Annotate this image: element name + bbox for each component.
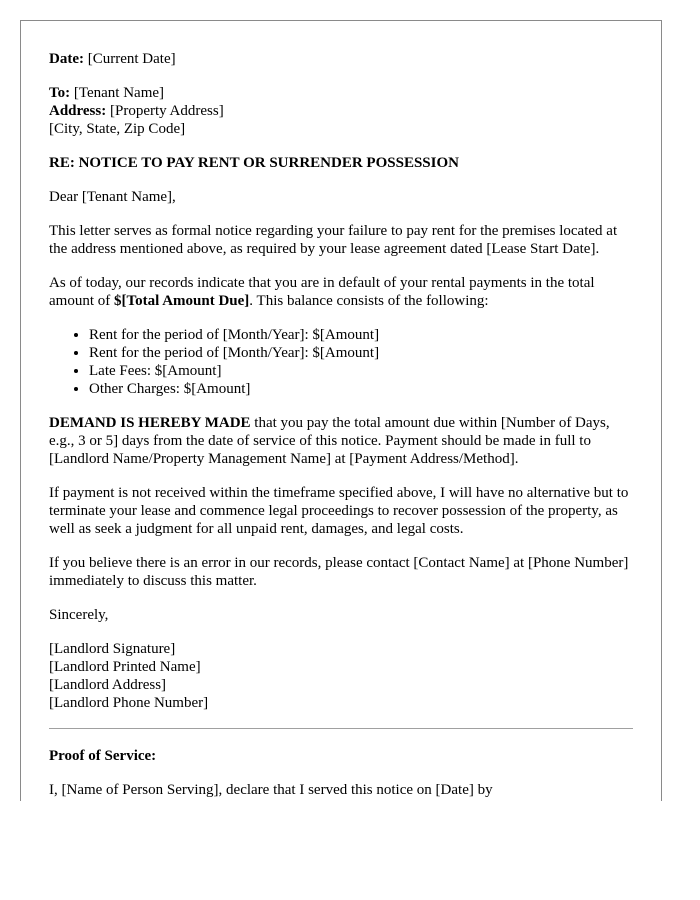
default-text-before: As of today, our records indicate that you are in default of your rental payments in the total amount of xyxy=(49,275,595,309)
charge-item-rent-2: • Rent for the period of [Month/Year]: $[Amount] xyxy=(89,344,633,362)
recipient-block xyxy=(49,84,633,138)
landlord-signature: [Landlord Signature] xyxy=(49,641,176,657)
charges-list xyxy=(49,326,633,398)
default-text-after: . This balance consists of the following: xyxy=(249,293,489,309)
contact-paragraph: If you believe there is an error in our records, please contact [Contact Name] at [Phone Number] immediately to discuss this matter. xyxy=(49,555,629,589)
section-divider xyxy=(49,728,633,729)
letter-content xyxy=(21,21,661,799)
closing: Sincerely, xyxy=(49,607,109,623)
subject-line xyxy=(49,154,633,172)
proof-heading-text: Proof of Service: xyxy=(49,748,157,764)
date-line xyxy=(49,50,633,68)
proof-of-service-text: I, [Name of Person Serving], declare that I served this notice on [Date] by xyxy=(49,782,493,798)
salutation: Dear [Tenant Name], xyxy=(49,189,176,205)
proof-of-service-heading xyxy=(49,747,633,765)
charge-item-late-fees: • Late Fees: $[Amount] xyxy=(89,362,633,380)
address-label: Address: xyxy=(49,103,107,119)
charge-item-other: • Other Charges: $[Amount] xyxy=(89,380,633,398)
signature-block xyxy=(49,640,633,712)
total-amount-due: $[Total Amount Due] xyxy=(114,293,250,309)
landlord-address: [Landlord Address] xyxy=(49,677,167,693)
letter-page xyxy=(20,20,662,801)
city-state-zip: [City, State, Zip Code] xyxy=(49,121,186,137)
date-label: Date: xyxy=(49,51,84,67)
tenant-name: [Tenant Name] xyxy=(73,85,165,101)
subject-text: RE: NOTICE TO PAY RENT OR SURRENDER POSSESSION xyxy=(49,155,459,171)
date-value: [Current Date] xyxy=(87,51,176,67)
charge-item-rent-1: • Rent for the period of [Month/Year]: $[Amount] xyxy=(89,326,633,344)
property-address: [Property Address] xyxy=(109,103,224,119)
default-paragraph xyxy=(49,274,633,310)
demand-text: that you pay the total amount due within [Number of Days, e.g., 3 or 5] days from the date of service of this notice. Payment should be made in full to [Landlord Name/Property Management Name] at [Payment Address/Method]. xyxy=(49,415,610,467)
demand-paragraph xyxy=(49,414,633,468)
landlord-printed-name: [Landlord Printed Name] xyxy=(49,659,201,675)
consequence-paragraph: If payment is not received within the timeframe specified above, I will have no alternative but to terminate your lease and commence legal proceedings to recover possession of the property, as well as seek a judgment for all unpaid rent, damages, and legal costs. xyxy=(49,485,629,537)
landlord-phone: [Landlord Phone Number] xyxy=(49,695,209,711)
to-label: To: xyxy=(49,85,71,101)
demand-heading: DEMAND IS HEREBY MADE xyxy=(49,415,251,431)
intro-paragraph: This letter serves as formal notice regarding your failure to pay rent for the premises located at the address mentioned above, as required by your lease agreement dated [Lease Start Date]. xyxy=(49,223,618,257)
